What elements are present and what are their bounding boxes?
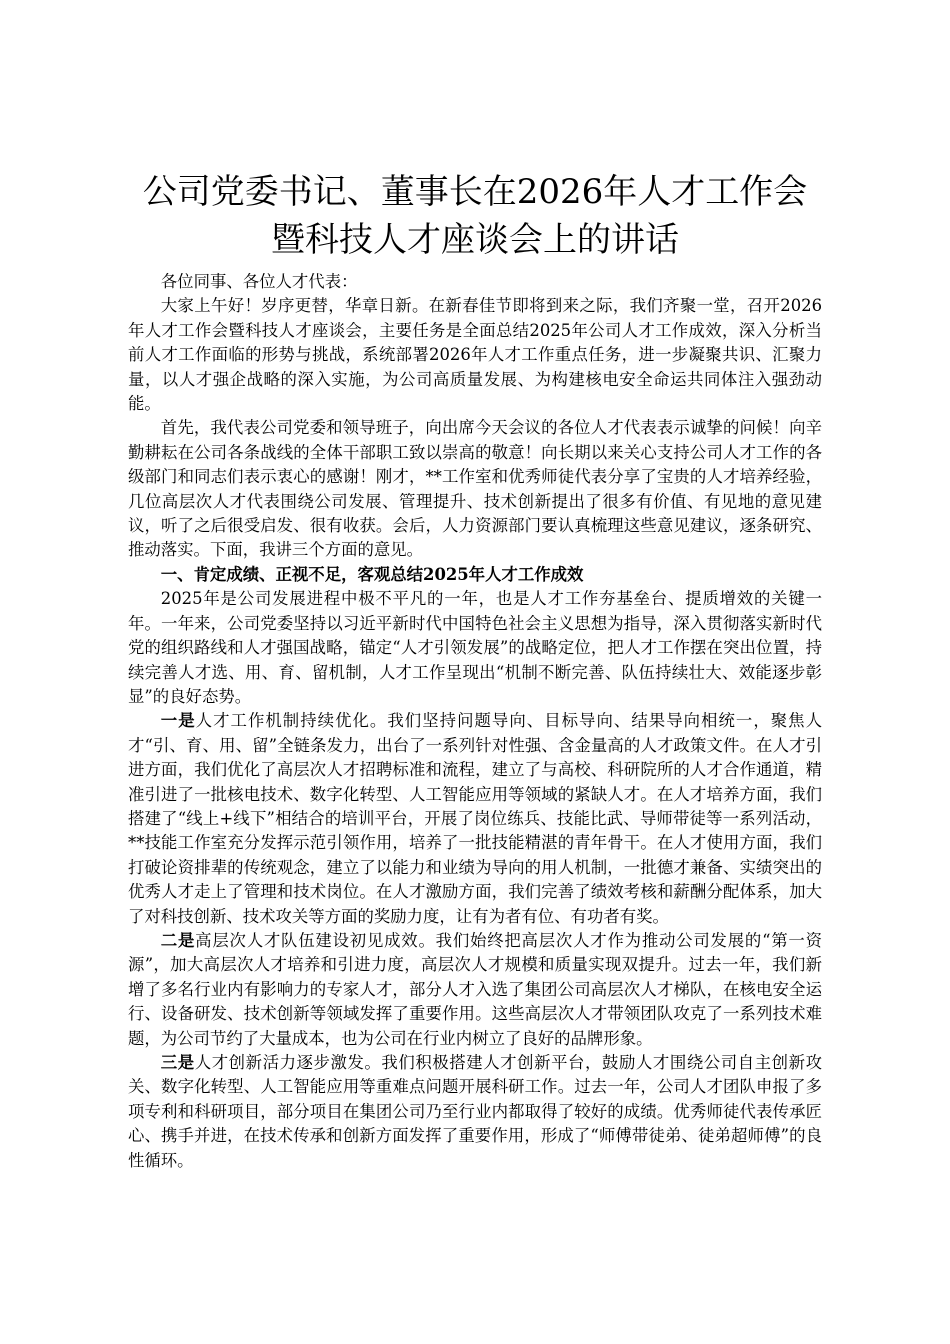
salutation: 各位同事、各位人才代表： — [160, 272, 358, 291]
point-2-lead: 二是 — [160, 930, 196, 950]
title-line-1: 公司党委书记、董事长在2026年人才工作会 — [142, 172, 808, 212]
point-1-text: 人才工作机制持续优化。我们坚持问题导向、目标导向、结果导向相统一，聚焦人才“引、育、用、留”全链条发力，出台了一系列针对性强、含金量高的人才政策文件。在人才引进方面，我们优化了高层次人才招聘标准和流程，建立了与高校、科研院所的人才合作通道，精准引进了一批核电技术、数字化转型、人工智能应用等领域的紧缺人才。在人才培养方面，我们搭建了“线上+线下”相结合的培训平台，开展了岗位练兵、技能比武、导师带徒等一系列活动，**技能工作室充分发挥示范引领作用，培养了一批技能精湛的青年骨干。在人才使用方面，我们打破论资排辈的传统观念，建立了以能力和业绩为导向的用人机制，一批德才兼备、实绩突出的优秀人才走上了管理和技术岗位。在人才激励方面，我们完善了绩效考核和薪酬分配体系，加大了对科技创新、技术攻关等方面的奖励力度，让有为者有位、有功者有奖。 — [128, 711, 823, 926]
point-3-text: 人才创新活力逐步激发。我们积极搭建人才创新平台，鼓励人才围绕公司自主创新攻关、数字化转型、人工智能应用等重难点问题开展科研工作。过去一年，公司人才团队申报了多项专利和科研项目，部分项目在集团公司乃至行业内都取得了较好的成绩。优秀师徒代表传承匠心、携手并进，在技术传承和创新方面发挥了重要作用，形成了“师傅带徒弟、徒弟超师傅”的良性循环。 — [128, 1053, 822, 1170]
paragraph-greetings: 首先，我代表公司党委和领导班子，向出席今天会议的各位人才代表表示诚挚的问候！向辛勤耕耘在公司各条战线的全体干部职工致以崇高的敬意！向长期以来关心支持公司人才工作的各级部门和同志们表示衷心的感谢！刚才，**工作室和优秀师徒代表分享了宝贵的人才培养经验，几位高层次人才代表围绕公司发展、管理提升、技术创新提出了很多有价值、有见地的意见建议，听了之后很受启发、很有收获。会后，人力资源部门要认真梳理这些意见建议，逐条研究、推动落实。下面，我讲三个方面的意见。 — [128, 418, 822, 560]
title-line-2: 暨科技人才座谈会上的讲话 — [271, 220, 679, 260]
paragraph-point-3 — [128, 1051, 822, 1173]
document-title — [128, 168, 822, 264]
document-page — [128, 168, 822, 1173]
point-2-text: 高层次人才队伍建设初见成效。我们始终把高层次人才作为推动公司发展的“第一资源”，加大高层次人才培养和引进力度，高层次人才规模和质量实现双提升。过去一年，我们新增了多名行业内有影响力的专家人才，部分人才入选了集团公司高层次人才梯队，在核电安全运行、设备研发、技术创新等领域发挥了重要作用。这些高层次人才带领团队攻克了一系列技术难题，为公司节约了大量成本，也为公司在行业内树立了良好的品牌形象。 — [128, 930, 822, 1048]
point-3-lead: 三是 — [160, 1053, 195, 1072]
paragraph-point-2 — [128, 929, 822, 1051]
paragraph-opening: 大家上午好！岁序更替，华章日新。在新春佳节即将到来之际，我们齐聚一堂，召开2026年人才工作会暨科技人才座谈会，主要任务是全面总结2025年公司人才工作成效，深入分析当前人才工作面临的形势与挑战，系统部署2026年人才工作重点任务，进一步凝聚共识、汇聚力量，以人才强企战略的深入实施，为公司高质量发展、为构建核电安全命运共同体注入强劲动能。 — [128, 296, 822, 414]
section-heading-1: 一、肯定成绩、正视不足，客观总结2025年人才工作成效 — [160, 564, 584, 584]
point-1-lead: 一是 — [160, 711, 196, 731]
paragraph-summary: 2025年是公司发展进程中极不平凡的一年，也是人才工作夯基垒台、提质增效的关键一年。一年来，公司党委坚持以习近平新时代中国特色社会主义思想为指导，深入贯彻落实新时代党的组织路线和人才强国战略，锚定“人才引领发展”的战略定位，把人才工作摆在突出位置，持续完善人才选、用、育、留机制，人才工作呈现出“机制不断完善、队伍持续壮大、效能逐步彰显”的良好态势。 — [128, 589, 822, 706]
paragraph-point-1 — [128, 709, 822, 929]
